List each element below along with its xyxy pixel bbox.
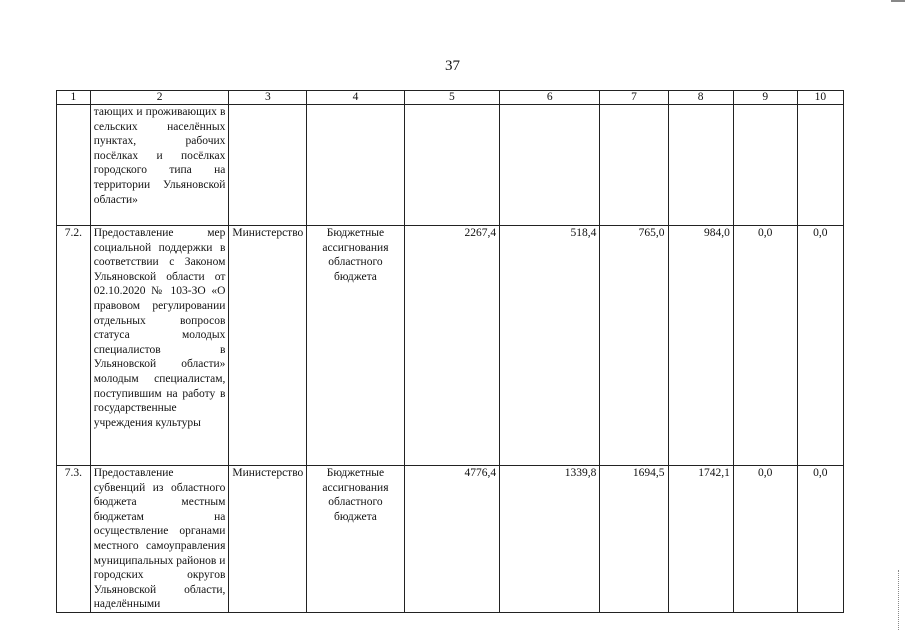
row-executor bbox=[229, 105, 307, 226]
column-header: 6 bbox=[500, 91, 600, 105]
column-header: 3 bbox=[229, 91, 307, 105]
row-description: Предоставление мер социальной поддержки в соответствии с Законом Ульяновской области от 02.10.2020 № 103-ЗО «О правовом регулировании отдельных вопросов статуса молодых специалистов в Ульяновской области» молодым специалистам, поступившим на работу в государственные учреждения культуры bbox=[90, 226, 229, 466]
column-header: 5 bbox=[404, 91, 499, 105]
row-value: 1339,8 bbox=[500, 466, 600, 613]
row-total bbox=[404, 105, 499, 226]
row-value: 518,4 bbox=[500, 226, 600, 466]
column-header: 10 bbox=[797, 91, 843, 105]
row-value bbox=[668, 105, 733, 226]
row-value bbox=[733, 105, 797, 226]
row-funding-source: Бюджетные ассигнования областного бюджета bbox=[307, 466, 404, 613]
row-total: 2267,4 bbox=[404, 226, 499, 466]
row-value: 0,0 bbox=[797, 466, 843, 613]
page-number: 37 bbox=[445, 58, 460, 74]
row-total: 4776,4 bbox=[404, 466, 499, 613]
row-number bbox=[57, 105, 91, 226]
row-number: 7.3. bbox=[57, 466, 91, 613]
column-header: 8 bbox=[668, 91, 733, 105]
column-header: 1 bbox=[57, 91, 91, 105]
row-value: 0,0 bbox=[797, 226, 843, 466]
row-value: 0,0 bbox=[733, 226, 797, 466]
row-value bbox=[600, 105, 668, 226]
scan-mark bbox=[897, 570, 899, 630]
row-value bbox=[797, 105, 843, 226]
budget-table bbox=[56, 90, 844, 613]
row-value bbox=[500, 105, 600, 226]
row-number: 7.2. bbox=[57, 226, 91, 466]
table-row bbox=[57, 226, 844, 466]
table-row bbox=[57, 105, 844, 226]
row-funding-source: Бюджетные ассигнования областного бюджета bbox=[307, 226, 404, 466]
row-funding-source bbox=[307, 105, 404, 226]
row-description: тающих и проживающих в сельских населённых пунктах, рабочих посёлках и посёлках городского типа на территории Ульяновской области» bbox=[90, 105, 229, 226]
row-value: 1694,5 bbox=[600, 466, 668, 613]
row-executor: Министерство bbox=[229, 226, 307, 466]
row-value: 1742,1 bbox=[668, 466, 733, 613]
header-row bbox=[57, 91, 844, 105]
row-executor: Министерство bbox=[229, 466, 307, 613]
column-header: 2 bbox=[90, 91, 229, 105]
scan-mark bbox=[891, 0, 905, 2]
column-header: 4 bbox=[307, 91, 404, 105]
column-header: 7 bbox=[600, 91, 668, 105]
column-header: 9 bbox=[733, 91, 797, 105]
row-description: Предоставление субвенций из областного бюджета местным бюджетам на осуществление органами местного самоуправления муниципальных районов и городских округов Ульяновской области, наделёнными bbox=[90, 466, 229, 613]
row-value: 0,0 bbox=[733, 466, 797, 613]
row-value: 765,0 bbox=[600, 226, 668, 466]
row-value: 984,0 bbox=[668, 226, 733, 466]
table-row bbox=[57, 466, 844, 613]
